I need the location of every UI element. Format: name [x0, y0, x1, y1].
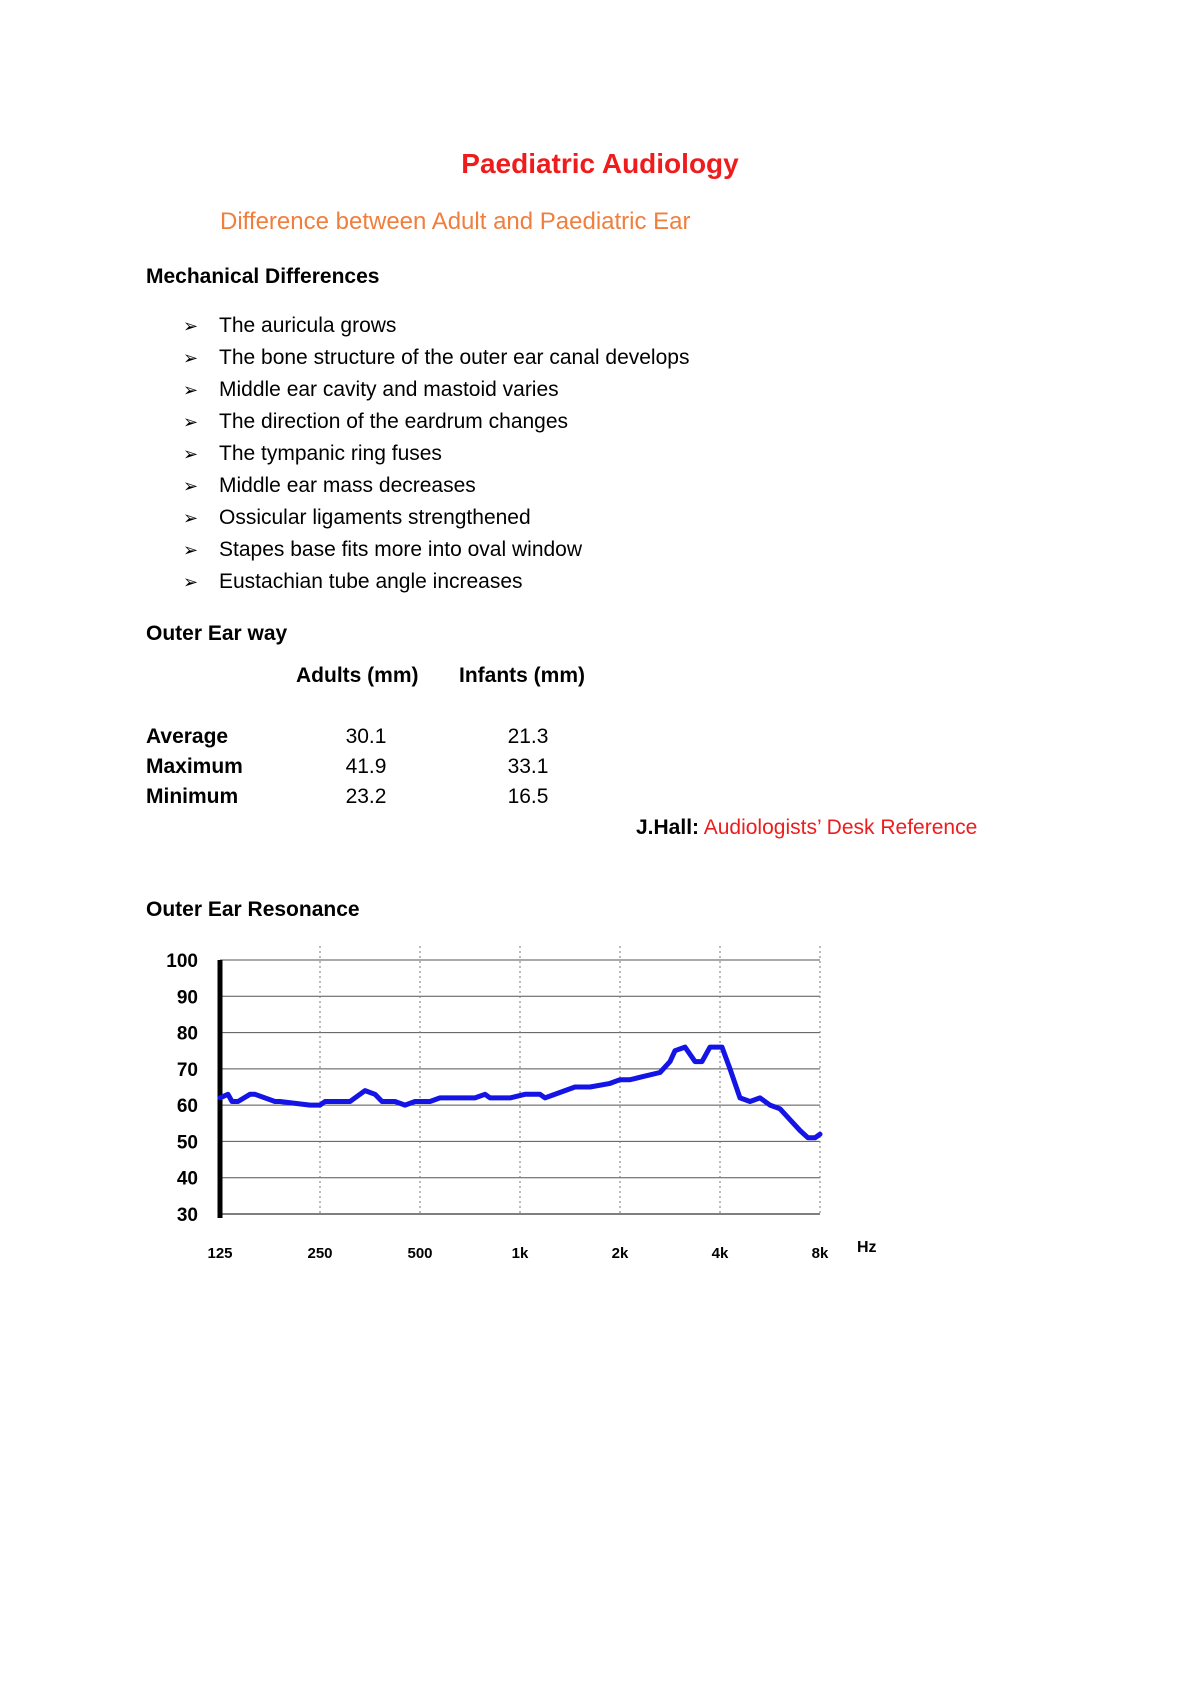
arrowhead-bullet-icon: ➢ [183, 380, 199, 400]
list-item: ➢ Stapes base fits more into oval window [183, 534, 689, 566]
x-tick-label: 8k [811, 1245, 829, 1262]
x-tick-label: 4k [711, 1245, 729, 1262]
y-tick-label: 80 [176, 1023, 198, 1045]
row-label: Maximum [146, 755, 243, 778]
list-item: ➢ The direction of the eardrum changes [183, 406, 689, 438]
y-tick-label: 70 [176, 1059, 198, 1081]
x-tick-label: 500 [407, 1245, 433, 1262]
arrowhead-bullet-icon: ➢ [183, 316, 199, 336]
row-label: Average [146, 725, 229, 748]
x-axis-unit-label: Hz [857, 1239, 877, 1256]
infant-value: 16.5 [507, 785, 549, 808]
list-item: ➢ The auricula grows [183, 310, 689, 342]
y-tick-label: 40 [176, 1168, 198, 1190]
list-item: ➢ Eustachian tube angle increases [183, 566, 689, 598]
arrowhead-bullet-icon: ➢ [183, 508, 199, 528]
list-item: ➢ Ossicular ligaments strengthened [183, 502, 689, 534]
mechanical-differences-heading: Mechanical Differences [146, 265, 380, 288]
adult-value: 23.2 [345, 785, 387, 808]
arrowhead-bullet-icon: ➢ [183, 348, 199, 368]
citation [636, 816, 977, 840]
arrowhead-bullet-icon: ➢ [183, 540, 199, 560]
y-tick-label: 50 [176, 1132, 198, 1154]
list-item: ➢ Middle ear cavity and mastoid varies [183, 374, 689, 406]
list-item: ➢ The tympanic ring fuses [183, 438, 689, 470]
y-tick-label: 60 [176, 1096, 198, 1118]
x-tick-label: 1k [511, 1245, 529, 1262]
page-title: Paediatric Audiology [461, 148, 739, 179]
arrowhead-bullet-icon: ➢ [183, 412, 199, 432]
outer-ear-resonance-heading: Outer Ear Resonance [146, 898, 360, 921]
arrowhead-bullet-icon: ➢ [183, 444, 199, 464]
column-header-adults: Adults (mm) [296, 664, 419, 687]
infant-value: 21.3 [507, 725, 549, 748]
page-subtitle: Difference between Adult and Paediatric Ear [220, 208, 691, 235]
outer-ear-way-heading: Outer Ear way [146, 622, 288, 645]
x-tick-label: 250 [307, 1245, 333, 1262]
column-header-infants: Infants (mm) [459, 664, 585, 687]
adult-value: 30.1 [345, 725, 387, 748]
mechanical-differences-list [183, 310, 689, 598]
y-tick-label: 100 [166, 951, 198, 972]
arrowhead-bullet-icon: ➢ [183, 476, 199, 496]
arrowhead-bullet-icon: ➢ [183, 572, 199, 592]
row-label: Minimum [146, 785, 239, 808]
citation-author: J.Hall: [636, 816, 700, 839]
list-item: ➢ The bone structure of the outer ear canal develops [183, 342, 689, 374]
y-tick-label: 90 [176, 987, 198, 1009]
infant-value: 33.1 [507, 755, 549, 778]
list-item: ➢ Middle ear mass decreases [183, 470, 689, 502]
outer-ear-resonance-chart [140, 940, 900, 1270]
x-tick-label: 125 [207, 1245, 233, 1262]
adult-value: 41.9 [345, 755, 387, 778]
y-tick-label: 30 [176, 1205, 198, 1226]
citation-book: Audiologists’ Desk Reference [703, 816, 978, 839]
x-tick-label: 2k [611, 1245, 629, 1262]
